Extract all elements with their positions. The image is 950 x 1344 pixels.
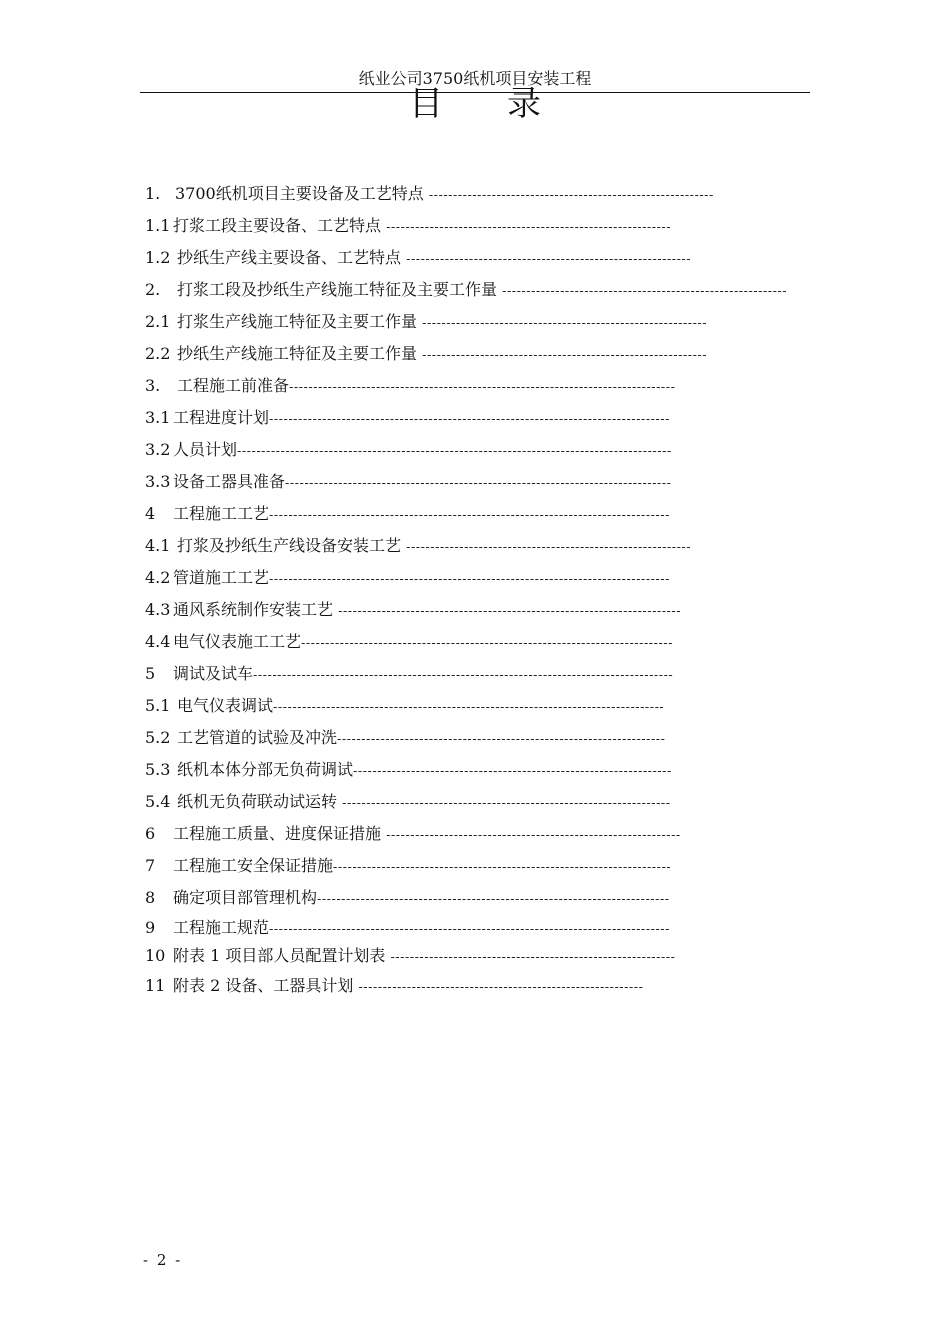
toc-entry-title: 工程施工质量、进度保证措施 xyxy=(173,824,382,843)
toc-entry-title: 设备工器具准备 xyxy=(173,472,286,491)
toc-leader-dots: ----------------------------------------------------------- xyxy=(358,980,644,994)
toc-leader-dots: ------------------------------------------------------------- xyxy=(386,828,681,842)
toc-leader-dots: ----------------------------------------------------------- xyxy=(428,188,714,202)
toc-entry[interactable] xyxy=(145,370,745,402)
toc-entry-title: 人员计划 xyxy=(173,440,238,459)
toc-entry-title: 附表 2 设备、工器具计划 xyxy=(173,976,354,995)
toc-entry[interactable] xyxy=(145,914,745,942)
toc-entry-title: 附表 1 项目部人员配置计划表 xyxy=(173,946,386,965)
toc-entry[interactable] xyxy=(145,498,745,530)
toc-entry[interactable] xyxy=(145,970,745,1002)
toc-entry[interactable] xyxy=(145,306,745,338)
toc-entry-title: 通风系统制作安装工艺 xyxy=(173,600,334,619)
page-title: 目录 xyxy=(409,84,605,124)
toc-entry-number: 4.3 xyxy=(145,600,171,619)
toc-entry-number: 10 xyxy=(145,946,166,965)
toc-entry-number: 5.3 xyxy=(145,760,171,779)
toc-leader-dots: -------------------------------------------------------------------- xyxy=(337,732,666,746)
toc-entry-number: 1.2 xyxy=(145,248,171,267)
toc-entry[interactable] xyxy=(145,754,745,786)
toc-entry-number: 5.4 xyxy=(145,792,171,811)
toc-entry-title: 打浆工段及抄纸生产线施工特征及主要工作量 xyxy=(177,280,498,299)
toc-leader-dots: --------------------------------------------------------------------------------- xyxy=(273,700,665,714)
toc-entry[interactable] xyxy=(145,722,745,754)
toc-leader-dots: -------------------------------------------------------------------- xyxy=(342,796,671,810)
toc-entry[interactable] xyxy=(145,690,745,722)
toc-entry-number: 4.1 xyxy=(145,536,171,555)
toc-entry[interactable] xyxy=(145,242,745,274)
toc-leader-dots: ----------------------------------------------------------------------- xyxy=(338,604,682,618)
toc-entry-title: 打浆生产线施工特征及主要工作量 xyxy=(177,312,418,331)
toc-entry-number: 2. xyxy=(145,280,161,299)
toc-entry-title: 调试及试车 xyxy=(173,664,254,683)
toc-entry-title: 打浆工段主要设备、工艺特点 xyxy=(173,216,382,235)
toc-entry[interactable] xyxy=(145,338,745,370)
toc-entry-number: 2.2 xyxy=(145,344,171,363)
toc-entry-title: 抄纸生产线施工特征及主要工作量 xyxy=(177,344,418,363)
toc-entry-title: 3700纸机项目主要设备及工艺特点 xyxy=(175,184,424,203)
toc-entry-number: 5 xyxy=(145,664,156,683)
toc-entry-number: 5.1 xyxy=(145,696,171,715)
toc-leader-dots: -------------------------------------------------------------------------------- xyxy=(289,380,676,394)
toc-entry[interactable] xyxy=(145,850,745,882)
toc-entry-number: 3.1 xyxy=(145,408,171,427)
toc-leader-dots: ------------------------------------------------------------------ xyxy=(353,764,672,778)
toc-entry[interactable] xyxy=(145,786,745,818)
toc-leader-dots: ----------------------------------------------------------------------------------- xyxy=(269,508,670,522)
toc-entry-title: 纸机本体分部无负荷调试 xyxy=(177,760,354,779)
toc-leader-dots: ----------------------------------------------------------------------------- xyxy=(301,636,673,650)
toc-entry[interactable] xyxy=(145,530,745,562)
toc-entry-title: 电气仪表施工工艺 xyxy=(173,632,302,651)
toc-entry[interactable] xyxy=(145,274,788,306)
toc-entry-number: 4 xyxy=(145,504,156,523)
toc-leader-dots: ----------------------------------------------------------- xyxy=(386,220,672,234)
toc-entry[interactable] xyxy=(145,402,745,434)
toc-leader-dots: -------------------------------------------------------------------------------- xyxy=(285,476,672,490)
toc-entry-title: 工程施工工艺 xyxy=(173,504,270,523)
toc-entry-number: 1.1 xyxy=(145,216,171,235)
toc-leader-dots: ----------------------------------------------------------- xyxy=(390,950,676,964)
toc-entry-title: 管道施工工艺 xyxy=(173,568,270,587)
toc-entry-title: 工程施工前准备 xyxy=(177,376,290,395)
running-header-title: 纸业公司3750纸机项目安装工程 xyxy=(358,69,592,88)
toc-entry-title: 工程施工安全保证措施 xyxy=(173,856,334,875)
toc-leader-dots: --------------------------------------------------------------------------------------- xyxy=(253,668,674,682)
toc-entry-number: 11 xyxy=(145,976,166,995)
toc-leader-dots: ---------------------------------------------------------------------- xyxy=(333,860,672,874)
toc-entry-number: 4.4 xyxy=(145,632,171,651)
toc-entry-number: 6 xyxy=(145,824,156,843)
toc-entry[interactable] xyxy=(145,594,745,626)
toc-entry-number: 4.2 xyxy=(145,568,171,587)
toc-leader-dots: ----------------------------------------------------------------------------------- xyxy=(269,412,670,426)
toc-entry-number: 7 xyxy=(145,856,156,875)
toc-entry-number: 1. xyxy=(145,184,161,203)
toc-leader-dots: ----------------------------------------------------------- xyxy=(422,348,708,362)
toc-entry-number: 3. xyxy=(145,376,161,395)
toc-entry-title: 打浆及抄纸生产线设备安装工艺 xyxy=(177,536,402,555)
toc-entry-number: 3.3 xyxy=(145,472,171,491)
toc-entry-number: 9 xyxy=(145,918,156,937)
toc-entry[interactable] xyxy=(145,658,745,690)
toc-entry-number: 2.1 xyxy=(145,312,171,331)
toc-entry[interactable] xyxy=(145,626,745,658)
toc-leader-dots: ----------------------------------------------------------- xyxy=(422,316,708,330)
toc-leader-dots: ----------------------------------------------------------- xyxy=(406,540,692,554)
toc-entry[interactable] xyxy=(145,178,745,210)
toc-entry-title: 抄纸生产线主要设备、工艺特点 xyxy=(177,248,402,267)
toc-leader-dots: ------------------------------------------------------------------------- xyxy=(317,892,670,906)
toc-entry[interactable] xyxy=(145,434,745,466)
toc-entry[interactable] xyxy=(145,466,745,498)
toc-leader-dots: ----------------------------------------------------------- xyxy=(406,252,692,266)
toc-entry-title: 纸机无负荷联动试运转 xyxy=(177,792,338,811)
toc-entry-title: 电气仪表调试 xyxy=(177,696,274,715)
toc-entry-number: 8 xyxy=(145,888,156,907)
toc-entry[interactable] xyxy=(145,818,745,850)
toc-entry-number: 5.2 xyxy=(145,728,171,747)
toc-entry[interactable] xyxy=(145,882,745,914)
toc-entry-title: 工程进度计划 xyxy=(173,408,270,427)
table-of-contents xyxy=(145,178,788,1002)
toc-leader-dots: ----------------------------------------------------------------------------------- xyxy=(269,922,670,936)
toc-entry-title: 确定项目部管理机构 xyxy=(173,888,318,907)
toc-entry[interactable] xyxy=(145,562,745,594)
toc-entry-title: 工程施工规范 xyxy=(173,918,270,937)
toc-entry[interactable] xyxy=(145,210,745,242)
toc-leader-dots: ----------------------------------------------------------- xyxy=(502,284,788,298)
page-number: - 2 - xyxy=(143,1251,183,1269)
toc-leader-dots: ------------------------------------------------------------------------------------------ xyxy=(237,444,672,458)
toc-entry-title: 工艺管道的试验及冲洗 xyxy=(177,728,338,747)
toc-leader-dots: ----------------------------------------------------------------------------------- xyxy=(269,572,670,586)
toc-entry[interactable] xyxy=(145,942,745,970)
toc-entry-number: 3.2 xyxy=(145,440,171,459)
